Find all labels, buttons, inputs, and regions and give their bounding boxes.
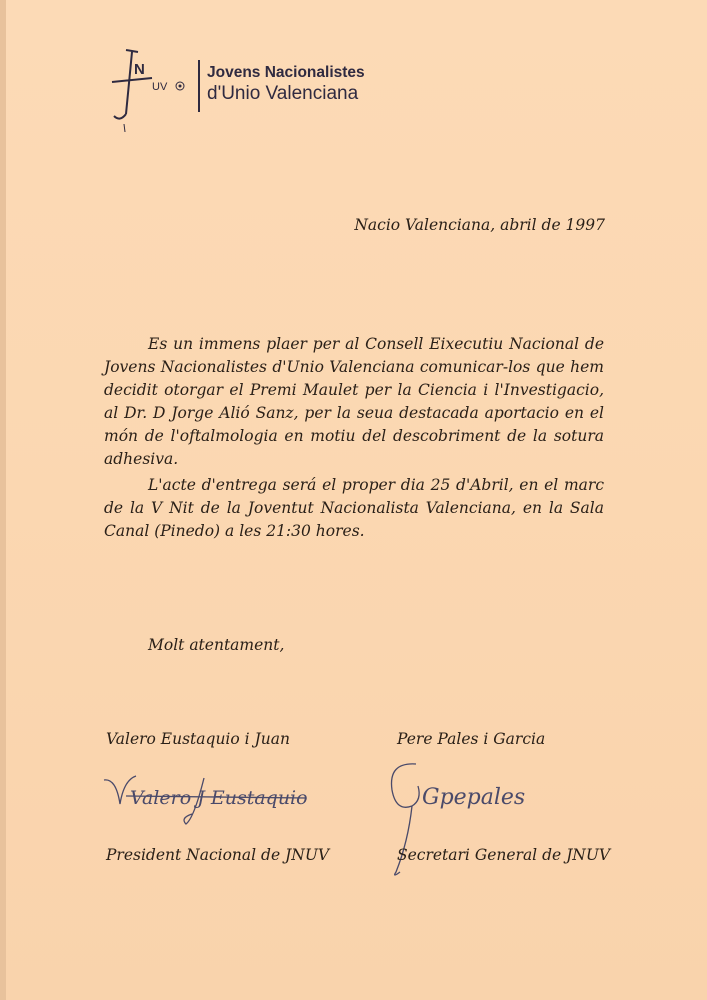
page-edge [0,0,6,1000]
org-name-line2: d'Unio Valenciana [207,83,359,104]
logo-separator [198,60,200,112]
letter-date: Nacio Valenciana, abril de 1997 [354,216,605,234]
logo-letter: N [134,61,145,78]
signature-left-text: Valero J Eustaquio [130,787,308,809]
signatory-right-title: Secretari General de JNUV [397,846,611,864]
org-name [207,63,365,105]
signature-left-icon [96,758,326,828]
letter-closing: Molt atentament, [148,636,285,654]
logo-sub: UV [152,81,168,93]
signatory-right-name: Pere Pales i Garcia [397,730,546,748]
org-name-line1: Jovens Nacionalistes [207,64,365,81]
letter-paragraph-2: L'acte d'entrega será el proper dia 25 d'Abril, en el marc de la V Nit de la Joventut Nacionalista Valenciana, en la Sala Canal (Pinedo) a les 21:30 hores. [104,476,604,540]
signature-right-text: Gpepales [422,785,526,810]
signatory-left-title: President Nacional de JNUV [106,846,330,864]
signatory-left-name: Valero Eustaquio i Juan [106,730,290,748]
letter-paragraph-1: Es un immens plaer per al Consell Eixecutiu Nacional de Jovens Nacionalistes d'Unio Valenciana comunicar-los que hem decidit otorgar el Premi Maulet per la Ciencia i l'Investigacio, al Dr. D Jorge Alió Sanz, per la seua destacada aportacio en el món de l'oftalmologia en motiu del descobriment de la sotura adhesiva. [104,335,604,468]
jnuv-logo-icon [108,44,194,134]
